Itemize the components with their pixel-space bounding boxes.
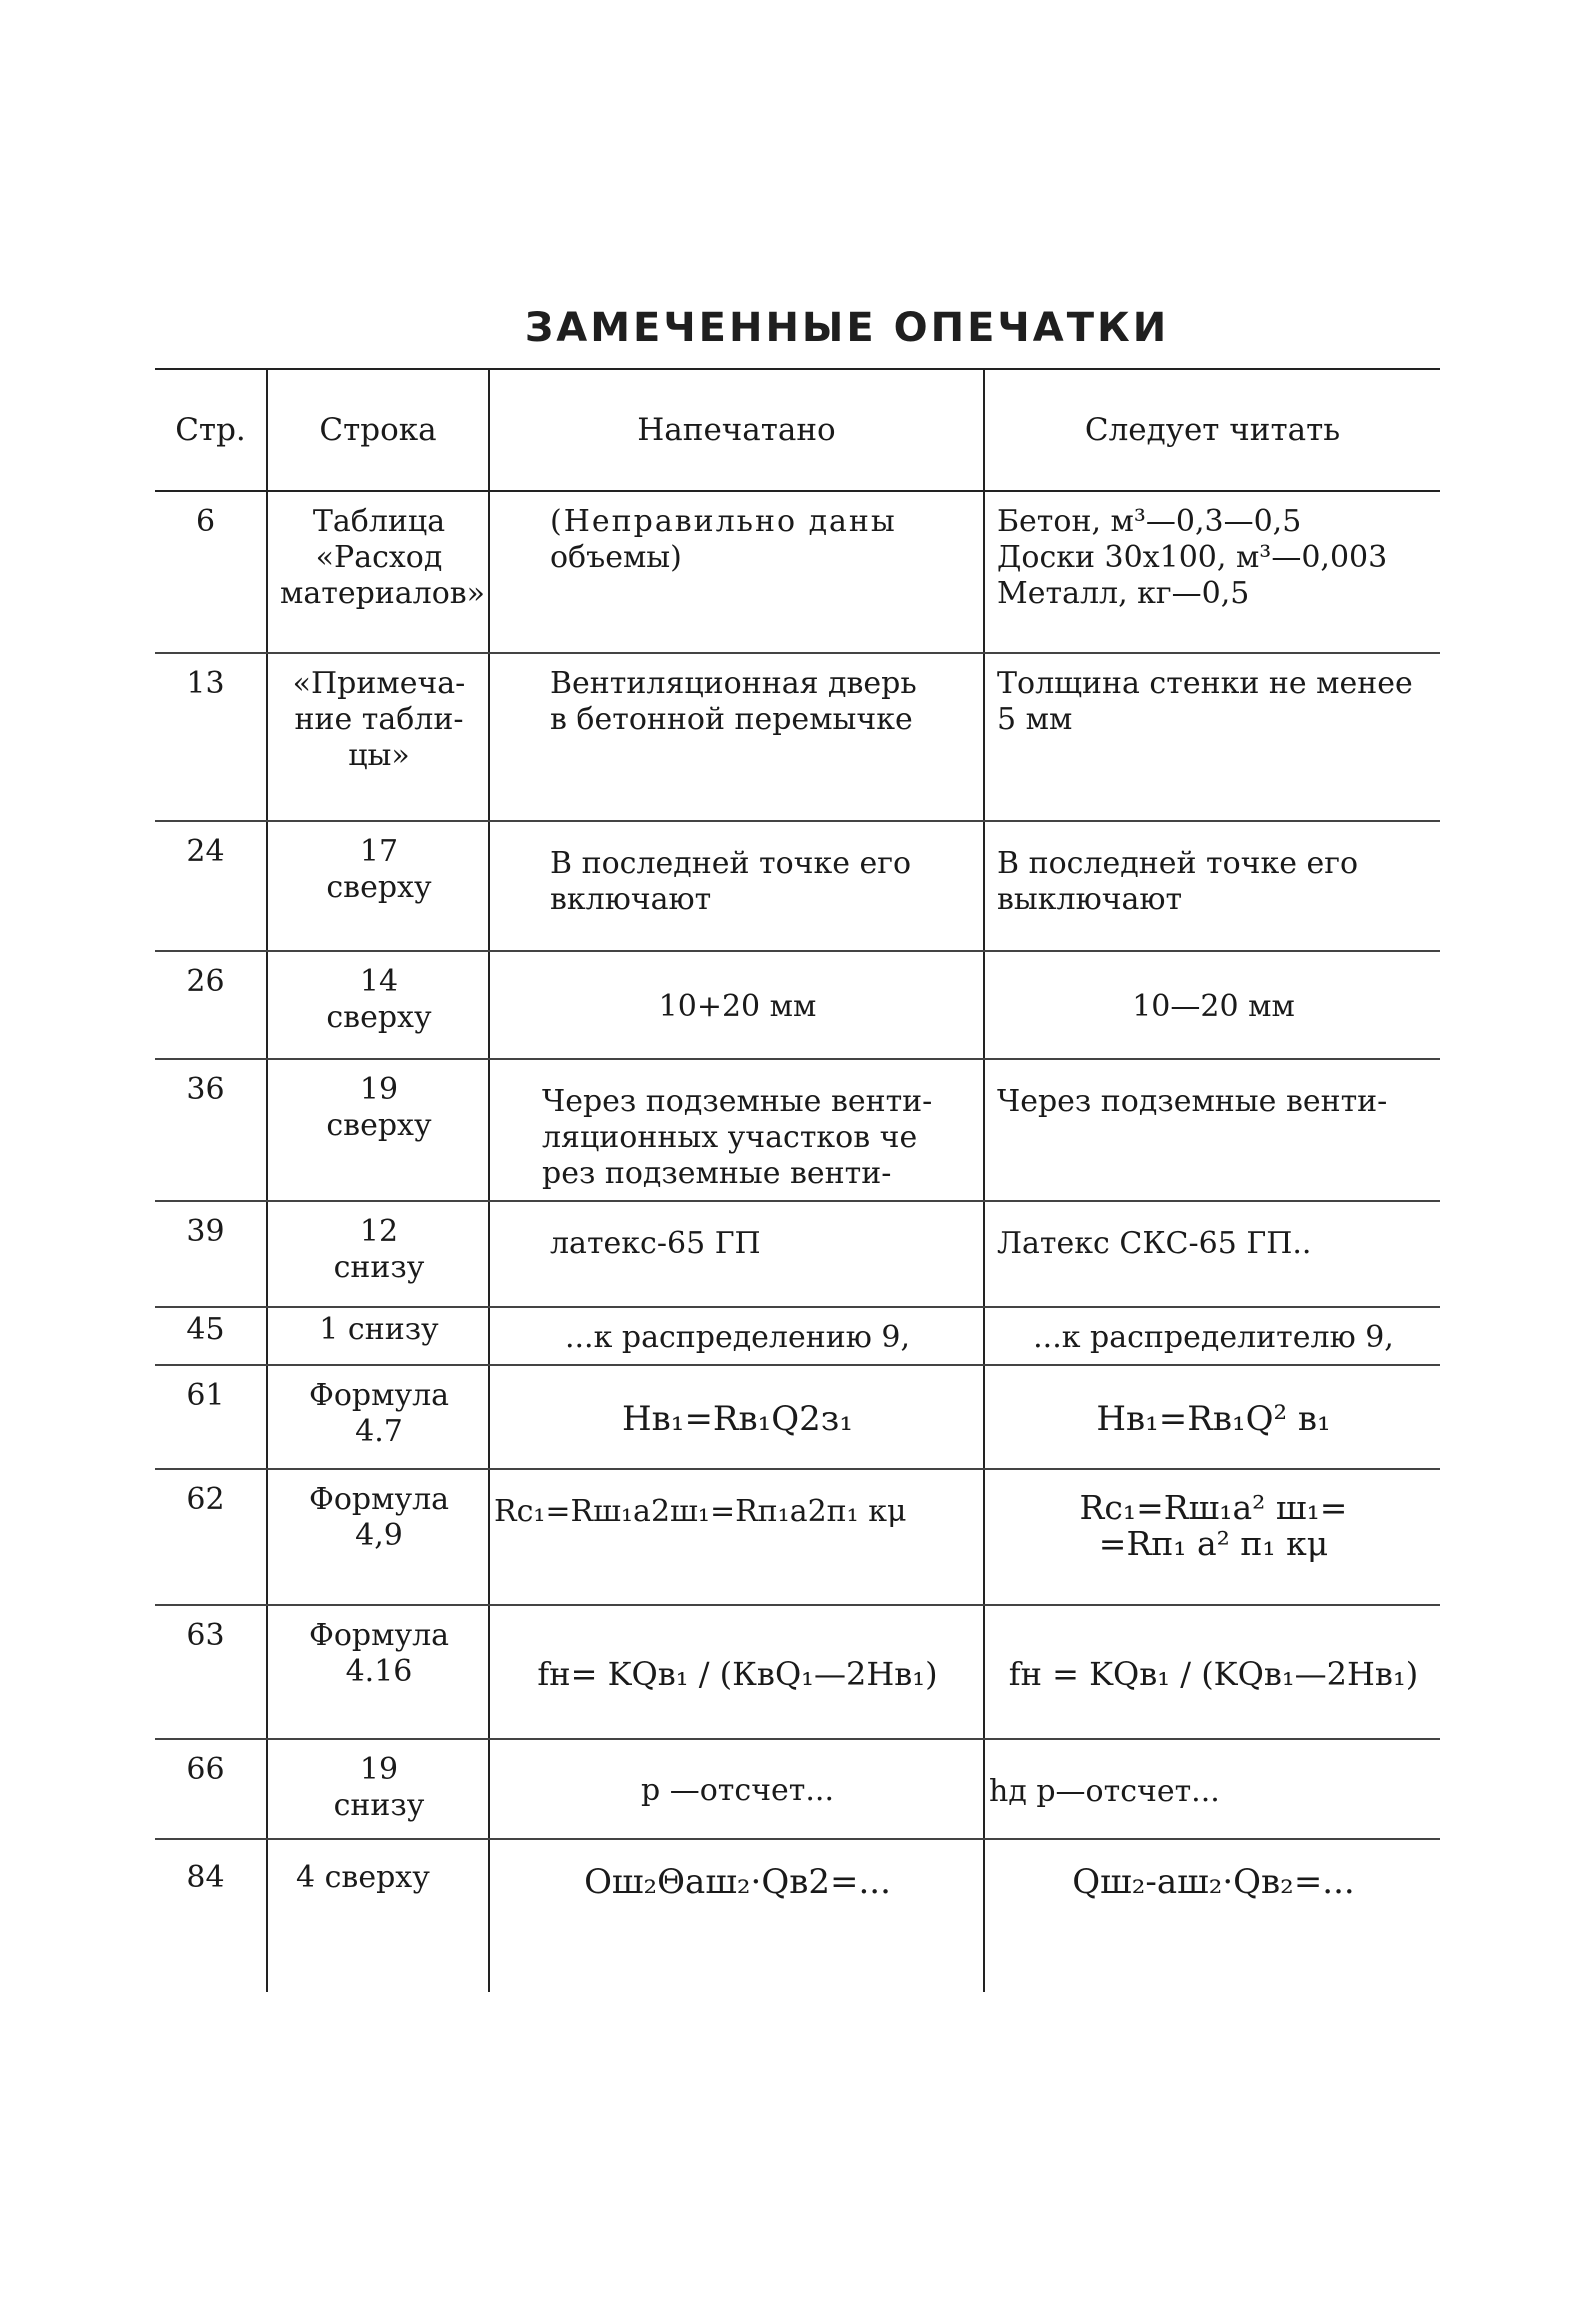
correct-cell: hд р—отсчет... xyxy=(984,1739,1440,1839)
correct-cell: Через подземные венти- xyxy=(984,1059,1440,1201)
printed-cell: 10+20 мм xyxy=(489,951,984,1059)
line-cell: Формула 4.7 xyxy=(267,1365,489,1469)
line-cell: 17 сверху xyxy=(267,821,489,951)
correct-cell: Толщина стенки не менее 5 мм xyxy=(984,653,1440,821)
page-cell: 66 xyxy=(155,1739,267,1839)
table-row xyxy=(155,1605,1440,1739)
correct-cell: Qш₂-aш₂·Qв₂=... xyxy=(984,1839,1440,1992)
page-cell: 36 xyxy=(155,1059,267,1201)
table-row xyxy=(155,1839,1440,1992)
page-cell: 26 xyxy=(155,951,267,1059)
table-row xyxy=(155,1365,1440,1469)
correct-cell: fн = KQв₁ / (KQв₁—2Hв₁) xyxy=(984,1605,1440,1739)
correct-cell: Бетон, м³—0,3—0,5 Доски 30x100, м³—0,003 Металл, кг—0,5 xyxy=(984,491,1440,653)
page-cell: 6 xyxy=(155,491,267,653)
column-header-printed: Напечатано xyxy=(489,369,984,491)
line-cell: 19 сверху xyxy=(267,1059,489,1201)
printed-cell: fн= KQв₁ / (КвQ₁—2Hв₁) xyxy=(489,1605,984,1739)
line-cell: Формула 4.16 xyxy=(267,1605,489,1739)
correct-cell: ...к распределителю 9, xyxy=(984,1307,1440,1365)
page-title: ЗАМЕЧЕННЫЕ ОПЕЧАТКИ xyxy=(524,305,1170,351)
line-cell: 14 сверху xyxy=(267,951,489,1059)
column-header-page: Стр. xyxy=(155,369,267,491)
table-row xyxy=(155,1307,1440,1365)
page-cell: 39 xyxy=(155,1201,267,1307)
printed-cell: латекс-65 ГП xyxy=(489,1201,984,1307)
column-header-should-read: Следует читать xyxy=(984,369,1440,491)
printed-cell: Вентиляционная дверь в бетонной перемычке xyxy=(489,653,984,821)
table-row xyxy=(155,1739,1440,1839)
line-cell: 1 снизу xyxy=(267,1307,489,1365)
column-header-line: Строка xyxy=(267,369,489,491)
page-cell: 63 xyxy=(155,1605,267,1739)
printed-cell: В последней точке его включают xyxy=(489,821,984,951)
page-cell: 45 xyxy=(155,1307,267,1365)
line-cell: Таблица «Расход материалов» xyxy=(267,491,489,653)
printed-cell: Rc₁=Rш₁a2ш₁=Rп₁a2п₁ кμ xyxy=(489,1469,984,1605)
line-cell: Формула 4,9 xyxy=(267,1469,489,1605)
correct-cell: 10—20 мм xyxy=(984,951,1440,1059)
page-cell: 13 xyxy=(155,653,267,821)
table-row xyxy=(155,1469,1440,1605)
correct-cell: Rc₁=Rш₁a² ш₁= =Rп₁ a² п₁ кμ xyxy=(984,1469,1440,1605)
correct-cell: В последней точке его выключают xyxy=(984,821,1440,951)
table-header-row xyxy=(155,369,1440,491)
correct-cell: Hв₁=Rв₁Q² в₁ xyxy=(984,1365,1440,1469)
table-row xyxy=(155,1201,1440,1307)
printed-cell: р —отсчет... xyxy=(489,1739,984,1839)
printed-cell: Через подземные венти- ляционных участков че рез подземные венти- xyxy=(489,1059,984,1201)
printed-cell: Hв₁=Rв₁Q2з₁ xyxy=(489,1365,984,1469)
line-cell: 19 снизу xyxy=(267,1739,489,1839)
page-cell: 84 xyxy=(186,1860,225,1895)
page-cell: 24 xyxy=(155,821,267,951)
table-row xyxy=(155,951,1440,1059)
line-cell: «Примеча- ние табли- цы» xyxy=(267,653,489,821)
page-cell: 61 xyxy=(155,1365,267,1469)
table-row xyxy=(155,1059,1440,1201)
errata-table xyxy=(155,368,1440,1992)
printed-cell: ...к распределению 9, xyxy=(489,1307,984,1365)
table-row xyxy=(155,821,1440,951)
printed-cell: (Неправильно даны объемы) xyxy=(489,491,984,653)
table-row xyxy=(155,653,1440,821)
table-row xyxy=(155,491,1440,653)
page-cell: 62 xyxy=(155,1469,267,1605)
line-cell: 4 сверху xyxy=(267,1839,489,1992)
line-cell: 12 снизу xyxy=(267,1201,489,1307)
correct-cell: Латекс СКС-65 ГП.. xyxy=(984,1201,1440,1307)
printed-cell: Oш₂Θaш₂·Qв2=... xyxy=(489,1839,984,1992)
